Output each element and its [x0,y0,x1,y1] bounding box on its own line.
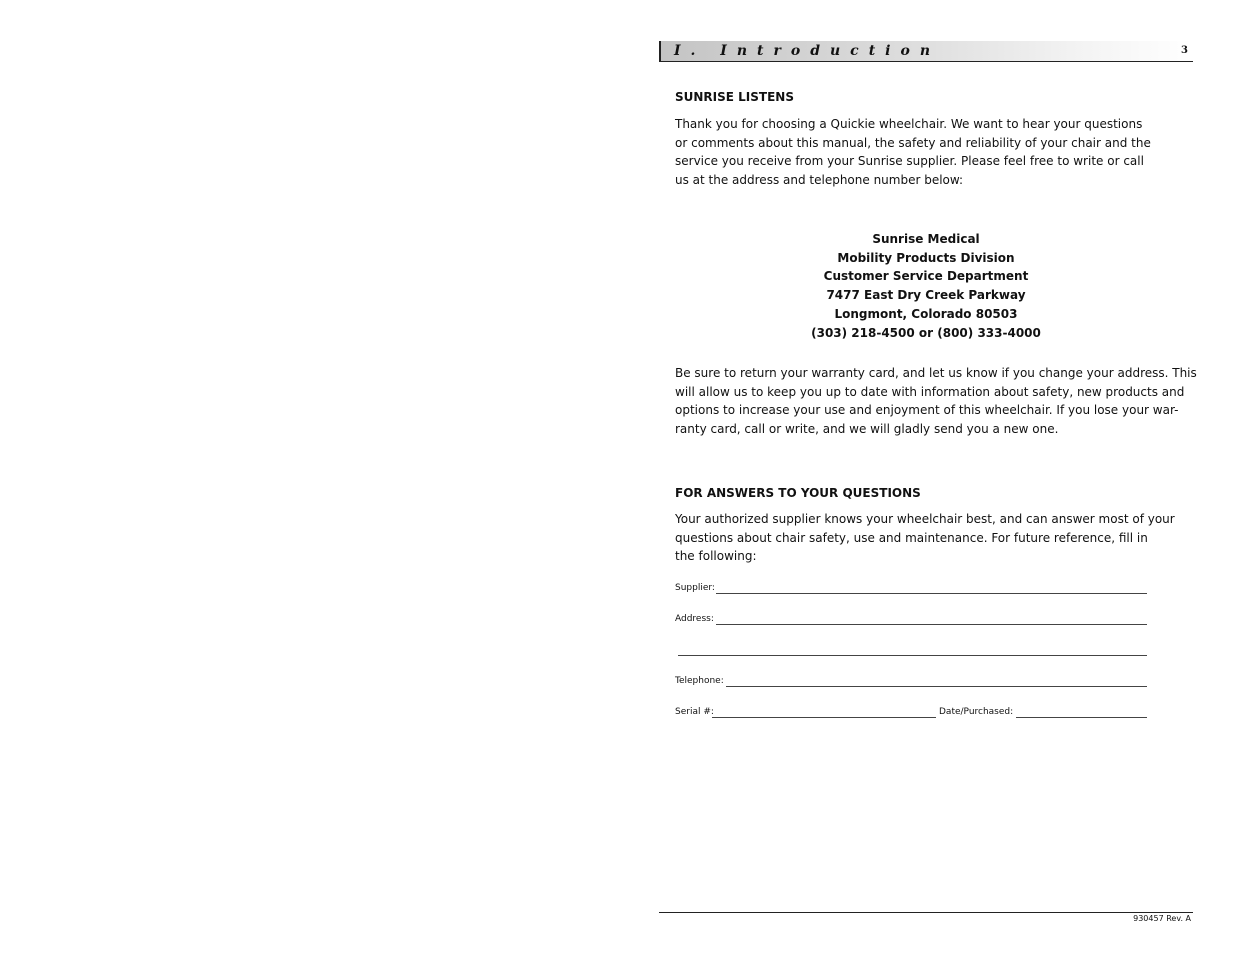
address-line: (303) 218-4500 or (800) 333-4000 [811,325,1041,340]
paragraph-line: Thank you for choosing a Quickie wheelchair. We want to hear your questions [675,117,1143,131]
address-block [780,230,1072,342]
answers-heading: FOR ANSWERS TO YOUR QUESTIONS [675,486,921,500]
paragraph-line: the following: [675,549,757,564]
section-title: I. Introduction [674,43,940,59]
address-line: Customer Service Department [823,269,1029,284]
paragraph-line: or comments about this manual, the safety and reliability of your chair and the [675,135,1151,150]
date-purchased-label: Date/Purchased: [939,707,1014,717]
paragraph-line: us at the address and telephone number below: [675,173,964,188]
supplier-field[interactable] [716,593,1147,594]
address-line: Longmont, Colorado 80503 [834,306,1018,321]
paragraph-line: ranty card, call or write, and we will gladly send you a new one. [675,422,1059,437]
address-field[interactable] [716,624,1147,625]
telephone-field[interactable] [726,686,1147,687]
page-number: 3 [1181,45,1188,56]
paragraph-line: Your authorized supplier knows your wheelchair best, and can answer most of your [675,512,1175,526]
serial-field[interactable] [712,717,936,718]
supplier-label: Supplier: [675,583,715,593]
warranty-paragraph [675,364,1197,439]
address-field-line-2[interactable] [678,655,1147,656]
paragraph-line: options to increase your use and enjoyment of this wheelchair. If you lose your war- [675,403,1179,418]
paragraph-line: questions about chair safety, use and maintenance. For future reference, fill in [675,530,1148,545]
address-label: Address: [675,614,714,624]
address-line: Sunrise Medical [872,232,980,246]
answers-paragraph [675,510,1175,566]
telephone-label: Telephone: [675,676,724,686]
document-code: 930457 Rev. A [1133,914,1191,923]
paragraph-line: Be sure to return your warranty card, and let us know if you change your address. This [675,366,1197,380]
paragraph-line: service you receive from your Sunrise supplier. Please feel free to write or call [675,154,1144,169]
serial-label: Serial #: [675,707,714,717]
address-line: 7477 East Dry Creek Parkway [826,288,1026,303]
footer-rule [659,912,1193,913]
paragraph-line: will allow us to keep you up to date with information about safety, new products and [675,384,1185,399]
sunrise-listens-heading: SUNRISE LISTENS [675,90,794,104]
date-purchased-field[interactable] [1016,717,1147,718]
address-line: Mobility Products Division [837,250,1015,265]
sunrise-listens-paragraph [675,115,1151,190]
